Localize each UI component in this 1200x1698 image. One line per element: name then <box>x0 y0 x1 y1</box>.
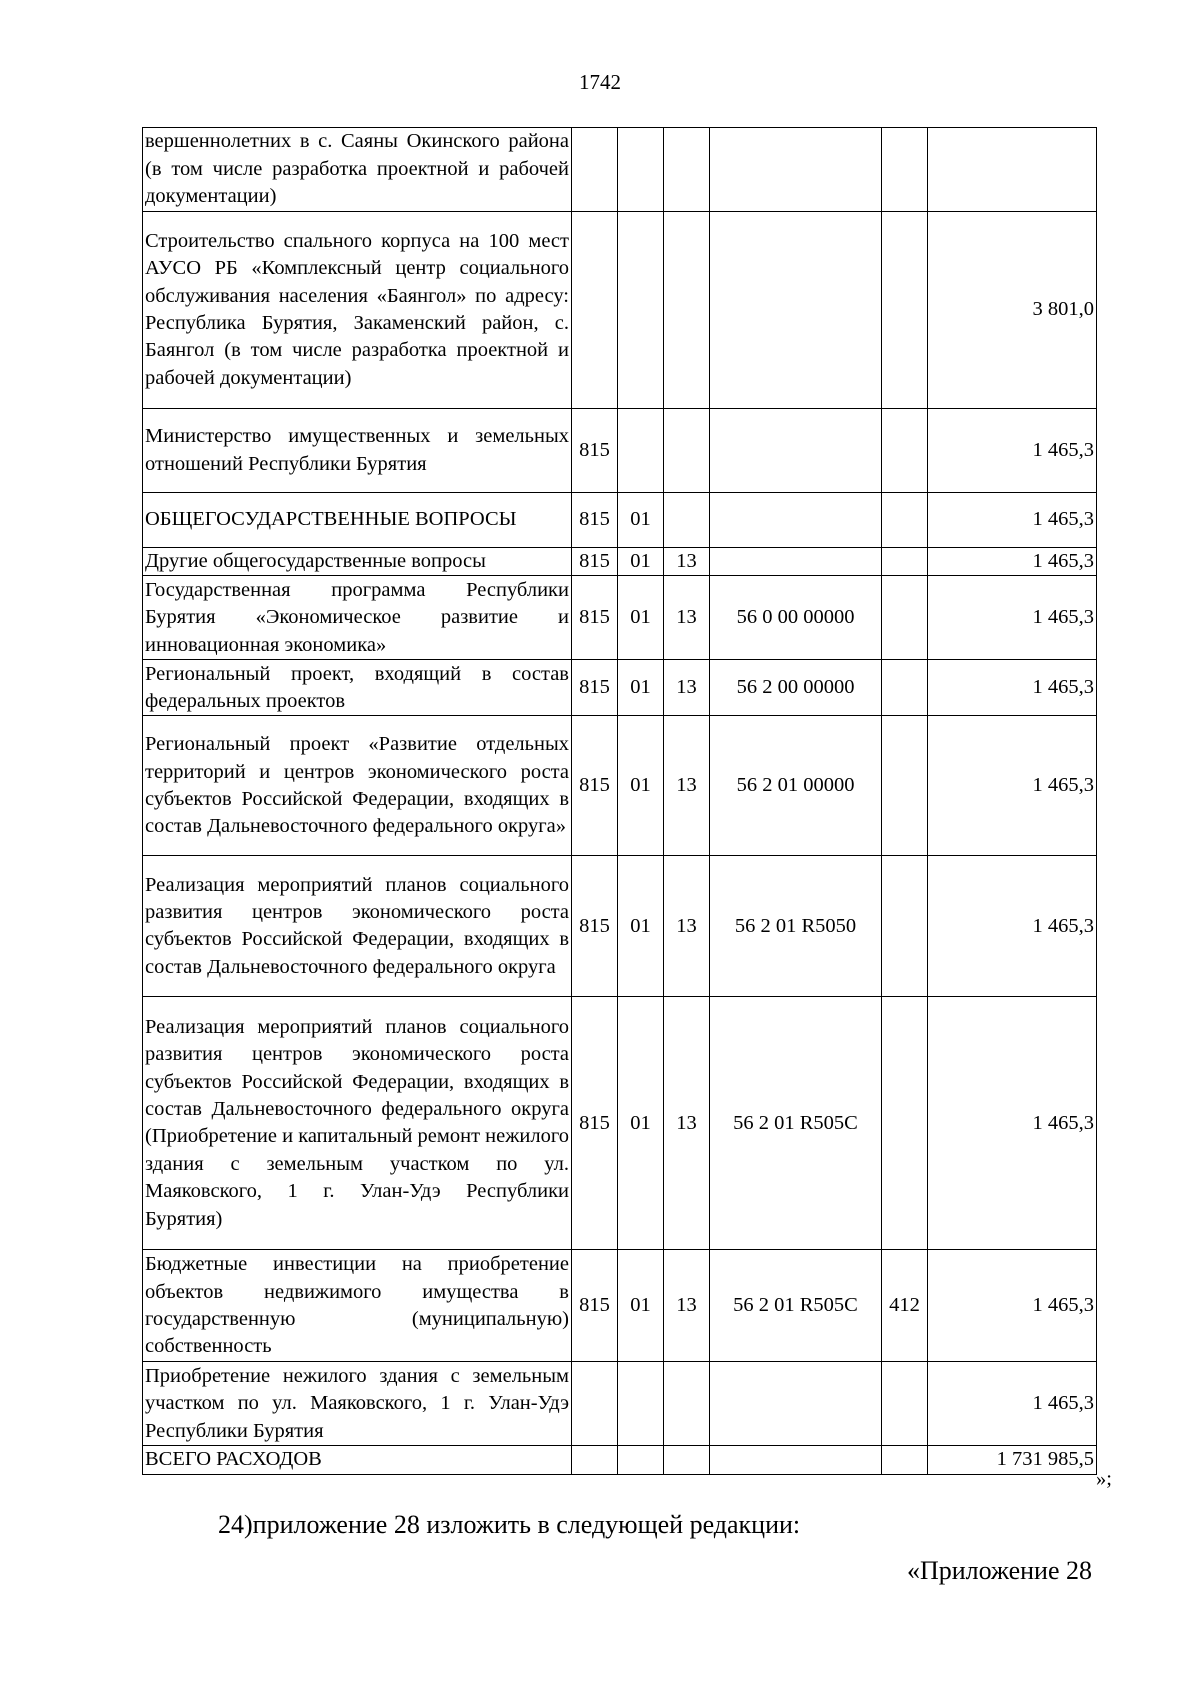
row-csr: 56 2 01 R5050 <box>710 856 882 997</box>
row-name: Региональный проект «Развитие отдельных территорий и центров экономического роста субъектов Российской Федерации, входящих в состав Дальневосточного федерального округа» <box>143 716 572 856</box>
table-row <box>143 409 1097 493</box>
row-rz: 01 <box>618 493 664 548</box>
row-rz: 01 <box>618 660 664 716</box>
table-row <box>143 1446 1097 1474</box>
row-amount: 1 465,3 <box>928 856 1097 997</box>
row-pr <box>664 409 710 493</box>
table-row <box>143 716 1097 856</box>
appendix-heading: «Приложение 28 <box>906 1556 1092 1585</box>
row-pr: 13 <box>664 660 710 716</box>
row-pr <box>664 212 710 409</box>
row-amount: 1 465,3 <box>928 548 1097 576</box>
row-rz: 01 <box>618 1250 664 1362</box>
row-csr <box>710 548 882 576</box>
row-pr <box>664 1446 710 1474</box>
row-amount: 1 465,3 <box>928 409 1097 493</box>
row-name: Министерство имущественных и земельных отношений Республики Бурятия <box>143 409 572 493</box>
row-amount: 1 465,3 <box>928 716 1097 856</box>
amendment-instruction: 24)приложение 28 изложить в следующей редакции: <box>218 1510 801 1539</box>
row-amount: 1 465,3 <box>928 997 1097 1250</box>
row-vr: 412 <box>882 1250 928 1362</box>
row-csr <box>710 128 882 212</box>
row-pr <box>664 128 710 212</box>
row-vr <box>882 576 928 660</box>
row-pr: 13 <box>664 997 710 1250</box>
row-name: Приобретение нежилого здания с земельным участком по ул. Маяковского, 1 г. Улан-Удэ Республики Бурятия <box>143 1362 572 1446</box>
row-amount: 3 801,0 <box>928 212 1097 409</box>
row-gr: 815 <box>572 576 618 660</box>
row-vr <box>882 128 928 212</box>
row-gr <box>572 1446 618 1474</box>
row-pr: 13 <box>664 1250 710 1362</box>
table-row <box>143 128 1097 212</box>
table-row <box>143 1250 1097 1362</box>
row-rz: 01 <box>618 576 664 660</box>
row-name: вершеннолетних в с. Саяны Окинского района (в том числе разработка проектной и рабочей документации) <box>143 128 572 212</box>
row-csr: 56 2 00 00000 <box>710 660 882 716</box>
row-csr: 56 2 01 R505C <box>710 997 882 1250</box>
table-row <box>143 660 1097 716</box>
row-amount: 1 465,3 <box>928 660 1097 716</box>
row-amount: 1 465,3 <box>928 576 1097 660</box>
row-rz: 01 <box>618 548 664 576</box>
row-gr <box>572 1362 618 1446</box>
row-gr: 815 <box>572 716 618 856</box>
table-row <box>143 493 1097 548</box>
row-amount: 1 465,3 <box>928 1362 1097 1446</box>
row-gr: 815 <box>572 409 618 493</box>
table-row <box>143 997 1097 1250</box>
row-vr <box>882 1446 928 1474</box>
row-name: Другие общегосударственные вопросы <box>143 548 572 576</box>
table-row <box>143 856 1097 997</box>
row-rz <box>618 1362 664 1446</box>
row-rz <box>618 212 664 409</box>
row-csr: 56 2 01 R505C <box>710 1250 882 1362</box>
row-vr <box>882 997 928 1250</box>
row-vr <box>882 212 928 409</box>
row-rz: 01 <box>618 716 664 856</box>
row-name: Строительство спального корпуса на 100 мест АУСО РБ «Комплексный центр социального обслуживания населения «Баянгол» по адресу: Республика Бурятия, Закаменский район, с. Баянгол (в том числе разработка проектной и рабочей документации) <box>143 212 572 409</box>
row-name: Региональный проект, входящий в состав федеральных проектов <box>143 660 572 716</box>
row-csr: 56 2 01 00000 <box>710 716 882 856</box>
row-vr <box>882 409 928 493</box>
row-vr <box>882 1362 928 1446</box>
row-name: ВСЕГО РАСХОДОВ <box>143 1446 572 1474</box>
row-gr: 815 <box>572 1250 618 1362</box>
row-vr <box>882 548 928 576</box>
row-gr <box>572 128 618 212</box>
row-csr <box>710 1362 882 1446</box>
table-row <box>143 576 1097 660</box>
row-vr <box>882 716 928 856</box>
row-pr <box>664 493 710 548</box>
row-rz <box>618 409 664 493</box>
row-csr <box>710 212 882 409</box>
row-vr <box>882 856 928 997</box>
row-gr: 815 <box>572 856 618 997</box>
table-row <box>143 1362 1097 1446</box>
total-closing-quote: »; <box>1096 1468 1112 1490</box>
row-gr: 815 <box>572 493 618 548</box>
table-row <box>143 548 1097 576</box>
row-pr: 13 <box>664 576 710 660</box>
row-vr <box>882 493 928 548</box>
row-csr <box>710 1446 882 1474</box>
row-csr: 56 0 00 00000 <box>710 576 882 660</box>
table-row <box>143 212 1097 409</box>
row-csr <box>710 409 882 493</box>
row-name: Реализация мероприятий планов социального развития центров экономического роста субъектов Российской Федерации, входящих в состав Дальневосточного федерального округа <box>143 856 572 997</box>
page-number: 1742 <box>579 70 621 94</box>
row-amount: 1 465,3 <box>928 1250 1097 1362</box>
row-csr <box>710 493 882 548</box>
row-gr: 815 <box>572 548 618 576</box>
row-pr <box>664 1362 710 1446</box>
row-rz: 01 <box>618 856 664 997</box>
row-amount: 1 465,3 <box>928 493 1097 548</box>
row-rz <box>618 128 664 212</box>
row-amount <box>928 128 1097 212</box>
row-gr <box>572 212 618 409</box>
row-rz <box>618 1446 664 1474</box>
row-name: Реализация мероприятий планов социального развития центров экономического роста субъектов Российской Федерации, входящих в состав Дальневосточного федерального округа (Приобретение и капитальный ремонт нежилого здания с земельным участком по ул. Маяковского, 1 г. Улан-Удэ Республики Бурятия) <box>143 997 572 1250</box>
row-gr: 815 <box>572 997 618 1250</box>
row-name: Государственная программа Республики Бурятия «Экономическое развитие и инновационная экономика» <box>143 576 572 660</box>
row-pr: 13 <box>664 716 710 856</box>
expense-table <box>142 127 1097 1475</box>
row-name: ОБЩЕГОСУДАРСТВЕННЫЕ ВОПРОСЫ <box>143 493 572 548</box>
row-pr: 13 <box>664 548 710 576</box>
row-rz: 01 <box>618 997 664 1250</box>
row-gr: 815 <box>572 660 618 716</box>
row-amount: 1 731 985,5 <box>928 1446 1097 1474</box>
row-vr <box>882 660 928 716</box>
row-name: Бюджетные инвестиции на приобретение объектов недвижимого имущества в государственную (муниципальную) собственность <box>143 1250 572 1362</box>
row-pr: 13 <box>664 856 710 997</box>
